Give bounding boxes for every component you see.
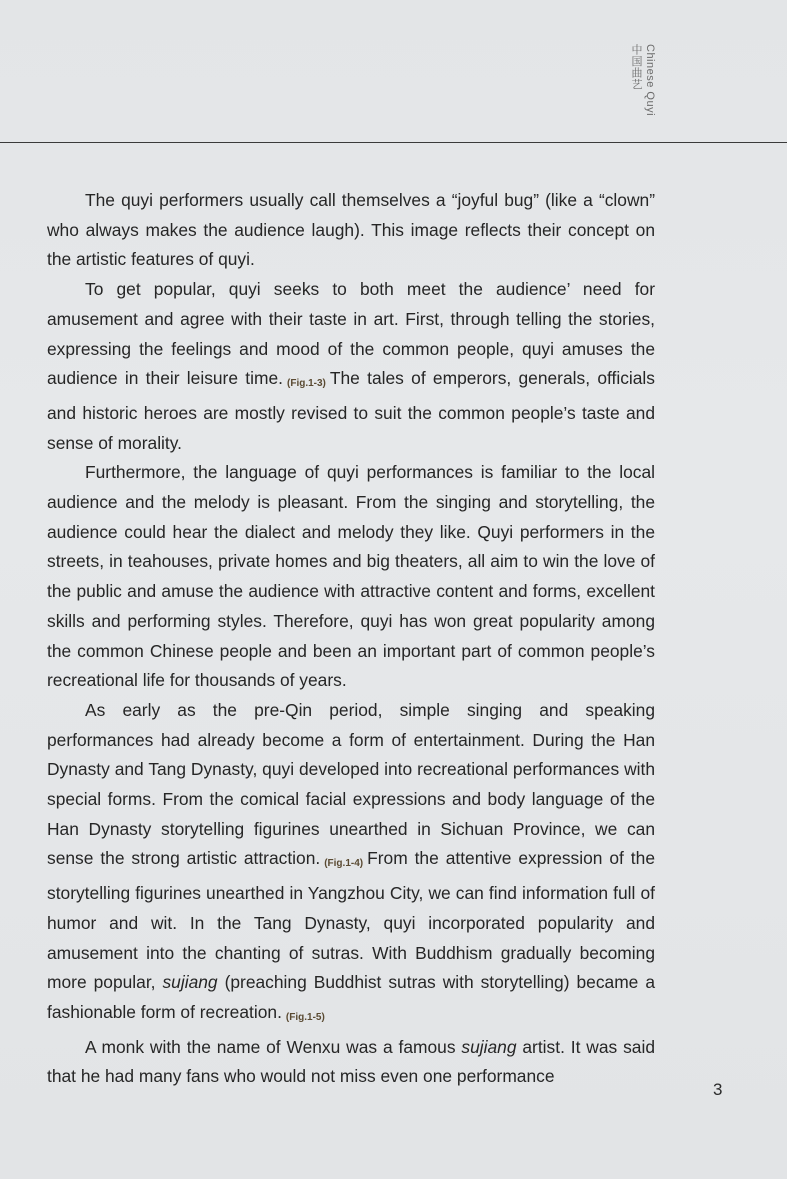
body-text [47, 186, 655, 1092]
text-run: artist. It was said that he had many fans who would not miss even one performance [47, 1036, 655, 1087]
running-head [620, 44, 660, 117]
figure-reference: (Fig.1-3) [287, 378, 326, 390]
figure-reference: (Fig.1-4) [324, 858, 364, 870]
text-run: (preaching Buddhist sutras with storytelling) became a fashionable form of recreation. [47, 972, 656, 1022]
text-run: The quyi performers usually call themselves a “joyful bug” (like a “clown” who always makes the audience laugh). This image reflects their concept on the artistic features of quyi. [47, 190, 655, 270]
paragraph [47, 275, 655, 458]
text-run: Furthermore, the language of quyi performances is familiar to the local audience and the melody is pleasant. From the singing and storytelling, the audience could hear the dialect and melody they like. Quyi performers in the streets, in teahouses, private homes and big theaters, all aim to win the love of the public and amuse the audience with attractive content and forms, excellent skills and performing styles. Therefore, quyi has won great popularity among the common Chinese people and been an important part of common people’s recreational life for thousands of years. [47, 462, 655, 691]
paragraph [47, 696, 655, 1033]
italic-term: sujiang [162, 972, 218, 993]
figure-reference: (Fig.1-5) [285, 1011, 325, 1023]
paragraph [47, 1033, 655, 1092]
text-run: As early as the pre-Qin period, simple singing and speaking performances had already become a form of entertainment. During the Han Dynasty and Tang Dynasty, quyi developed into recreational performances with special forms. From the comical facial expressions and body language of the Han Dynasty storytelling figurines unearthed in Sichuan Province, we can sense the strong artistic attraction. [47, 699, 655, 869]
paragraph [47, 458, 655, 696]
page-number: 3 [713, 1080, 723, 1099]
text-run: The tales of emperors, generals, officials and historic heroes are mostly revised to suit the common people’s taste and sense of morality. [47, 368, 655, 453]
text-run: A monk with the name of Wenxu was a famous [85, 1036, 462, 1057]
text-run: To get popular, quyi seeks to both meet the audience’ need for amusement and agree with their taste in art. First, through telling the stories, expressing the feelings and mood of the common people, quyi amuses the audience in their leisure time. [47, 279, 655, 389]
text-run: From the attentive expression of the storytelling figurines unearthed in Yangzhou City, we can find information full of humor and wit. In the Tang Dynasty, quyi incorporated popularity and amusement into the chanting of sutras. With Buddhism gradually becoming more popular, [47, 848, 655, 993]
running-head-english: Chinese Quyi [644, 44, 656, 117]
running-head-chinese: 中国曲艺 [630, 44, 643, 90]
italic-term: sujiang [461, 1036, 517, 1057]
paragraph [47, 186, 655, 275]
header-rule [0, 142, 787, 143]
